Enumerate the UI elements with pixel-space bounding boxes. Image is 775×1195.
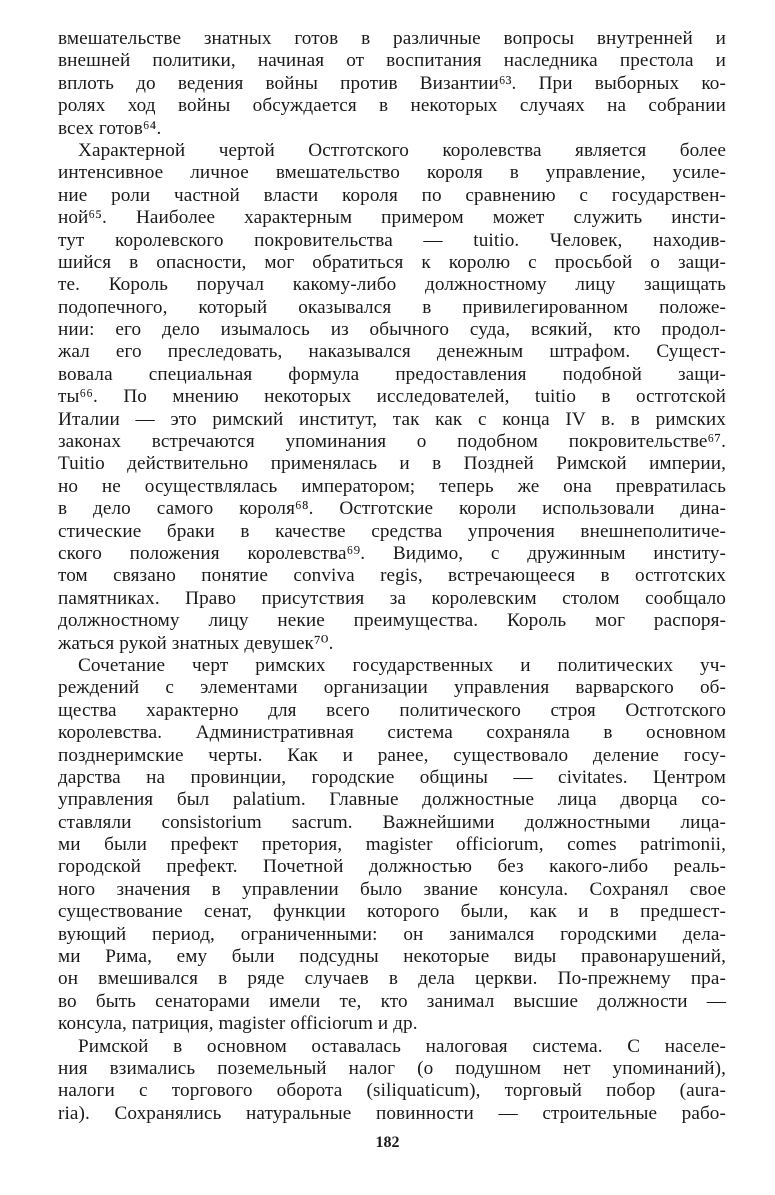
text-line: дарства на провинции, городские общины — civitates. Центром <box>58 766 726 788</box>
text-line: ролях ход войны обсуждается в некоторых случаях на собрании <box>58 95 726 117</box>
text-line: консула, патриция, magister officiorum и др. <box>58 1013 418 1035</box>
text-line: Сочетание черт римских государственных и политических уч- <box>78 654 726 676</box>
text-line: реждений с элементами организации управления варварского об- <box>58 677 726 699</box>
text-line: ние роли частной власти короля по сравнению с государствен- <box>58 184 726 206</box>
text-line: вующий период, ограниченными: он занимался городскими дела- <box>58 923 726 945</box>
text-line: вовала специальная формула предоставления подобной защи- <box>58 363 726 385</box>
text-line: Италии — это римский институт, так как с конца IV в. в римских <box>58 408 726 430</box>
text-line: существование сенат, функции которого были, как и в предшест- <box>58 901 726 923</box>
text-line: шийся в опасности, мог обратиться к королю с просьбой о защи- <box>58 251 726 273</box>
text-line: щества характерно для всего политического строя Остготского <box>58 699 726 721</box>
body-text <box>58 28 726 1125</box>
text-line: стические браки в качестве средства упрочения внешнеполитиче- <box>58 520 726 542</box>
text-line: позднеримские черты. Как и ранее, существовало деление госу- <box>58 744 726 766</box>
text-line: жал его преследовать, наказывался денежным штрафом. Сущест- <box>58 341 726 363</box>
text-line: жаться рукой знатных девушек⁷⁰. <box>58 632 334 654</box>
text-line: ставляли consistorium sacrum. Важнейшими должностными лица- <box>58 811 726 833</box>
text-line: ной⁶⁵. Наиболее характерным примером может служить инсти- <box>58 207 726 229</box>
text-line: ния взимались поземельный налог (о подушном нет упоминаний), <box>58 1057 726 1079</box>
text-line: Характерной чертой Остготского королевства является более <box>78 139 726 161</box>
text-line: том связано понятие conviva regis, встречающееся в остготских <box>58 565 726 587</box>
text-line: те. Король поручал какому-либо должностному лицу защищать <box>58 274 726 296</box>
text-line: ты⁶⁶. По мнению некоторых исследователей, tuitio в остготской <box>58 386 726 408</box>
text-line: нии: его дело изымалось из обычного суда, всякий, кто продол- <box>58 319 726 341</box>
text-line: Римской в основном оставалась налоговая система. С населе- <box>78 1035 726 1057</box>
text-line: королевства. Административная система сохраняла в основном <box>58 722 726 744</box>
text-line: памятниках. Право присутствия за королевским столом сообщало <box>58 587 726 609</box>
text-line: должностному лицу некие преимущества. Король мог распоря- <box>58 610 726 632</box>
text-line: но не осуществлялась императором; теперь же она превратилась <box>58 475 726 497</box>
text-line: подопечного, который оказывался в привилегированном положе- <box>58 296 726 318</box>
page-number: 182 <box>375 1134 400 1151</box>
text-line: ми Рима, ему были подсудны некоторые виды правонарушений, <box>58 946 726 968</box>
text-line: во быть сенаторами имели те, кто занимал высшие должности — <box>58 990 726 1012</box>
text-line: в дело самого короля⁶⁸. Остготские короли использовали дина- <box>58 498 726 520</box>
text-line: городской префект. Почетной должностью без какого-либо реаль- <box>58 856 726 878</box>
text-line: ми были префект претория, magister officiorum, comes patrimonii, <box>58 834 726 856</box>
text-line: интенсивное личное вмешательство короля в управление, усиле- <box>58 162 726 184</box>
text-line: он вмешивался в ряде случаев в дела церкви. По-прежнему пра- <box>58 968 726 990</box>
text-line: ского положения королевства⁶⁹. Видимо, с дружинным институ- <box>58 542 726 564</box>
text-line: тут королевского покровительства — tuitio. Человек, находив- <box>58 229 726 251</box>
text-line: налоги с торгового оборота (siliquaticum), торговый побор (aura- <box>58 1080 726 1102</box>
text-line: законах встречаются упоминания о подобном покровительстве⁶⁷. <box>58 431 726 453</box>
text-line: всех готов⁶⁴. <box>58 117 162 139</box>
text-line: управления был palatium. Главные должностные лица дворца со- <box>58 789 726 811</box>
text-line: ного значения в управлении было звание консула. Сохранял свое <box>58 878 726 900</box>
text-line: вплоть до ведения войны против Византии⁶³. При выборных ко- <box>58 72 726 94</box>
text-line: вмешательстве знатных готов в различные вопросы внутренней и <box>58 28 726 49</box>
text-line: Tuitio действительно применялась и в Поздней Римской империи, <box>58 453 726 475</box>
text-line: внешней политики, начиная от воспитания наследника престола и <box>58 50 726 72</box>
text-line: ria). Сохранялись натуральные повинности — строительные рабо- <box>58 1102 726 1124</box>
